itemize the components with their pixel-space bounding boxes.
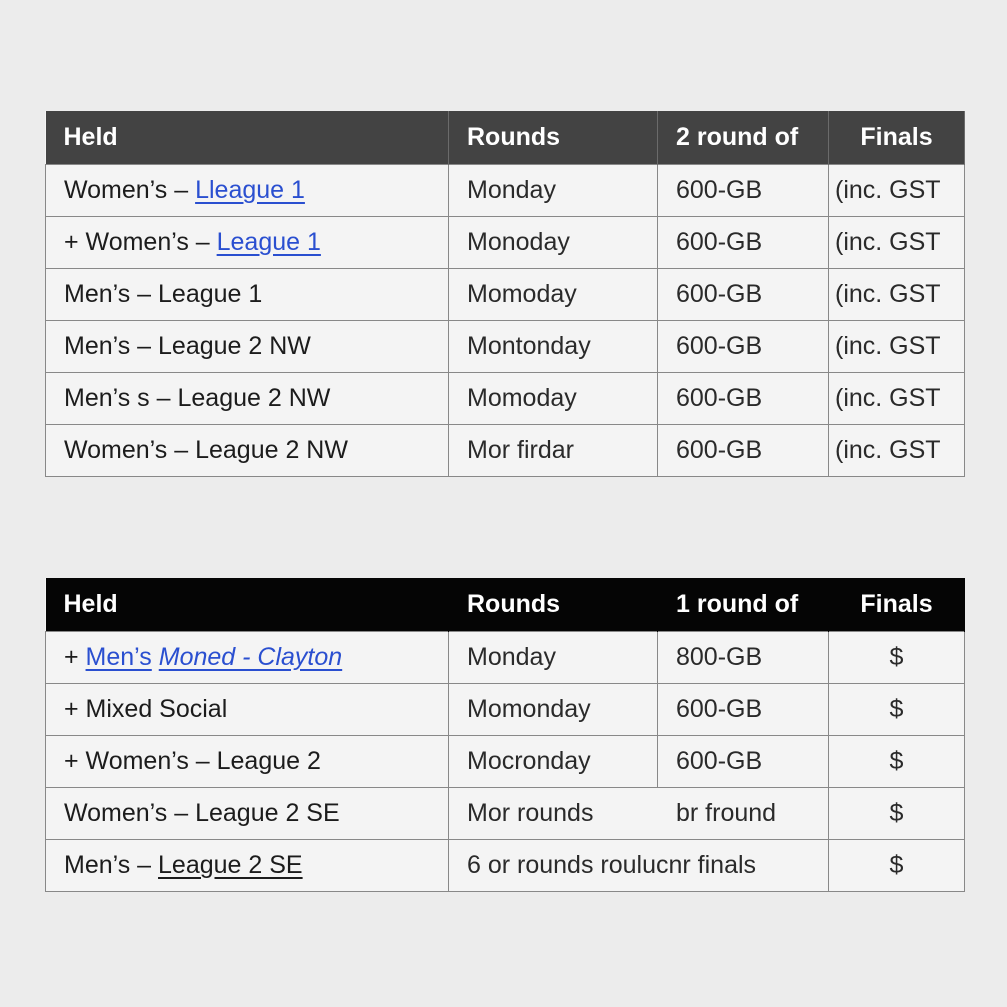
price-cell: 600-GB <box>658 165 829 217</box>
held-cell <box>46 632 449 684</box>
col-header-held: Held <box>46 578 449 632</box>
table-row <box>46 788 965 840</box>
finals-cell: (inc. GST <box>829 425 965 477</box>
table-row <box>46 321 965 373</box>
league-name: League 2 SE <box>158 851 303 879</box>
finals-cell: $ <box>829 840 965 892</box>
col-header-rounds: Rounds <box>449 111 658 165</box>
mens-link[interactable]: Men’s <box>85 643 152 671</box>
rounds-cell: Momonday <box>449 684 658 736</box>
table-row <box>46 684 965 736</box>
finals-cell: (inc. GST <box>829 373 965 425</box>
finals-cell: (inc. GST <box>829 217 965 269</box>
rounds-cell: Montonday <box>449 321 658 373</box>
price-cell: 600-GB <box>658 373 829 425</box>
col-header-round-of: 1 round of <box>658 578 829 632</box>
held-cell: Women’s – League 2 SE <box>46 788 449 840</box>
held-cell <box>46 165 449 217</box>
price-cell: 600-GB <box>658 736 829 788</box>
table-row <box>46 269 965 321</box>
finals-cell: (inc. GST <box>829 269 965 321</box>
price-cell: 600-GB <box>658 684 829 736</box>
col-header-finals: Finals <box>829 111 965 165</box>
rounds-cell: Monday <box>449 632 658 684</box>
table-row <box>46 373 965 425</box>
held-cell: Men’s – League 1 <box>46 269 449 321</box>
held-cell: + Women’s – League 2 <box>46 736 449 788</box>
col-header-rounds: Rounds <box>449 578 658 632</box>
table-row <box>46 425 965 477</box>
finals-cell: $ <box>829 788 965 840</box>
rounds-cell: 6 or rounds roulucnr finals <box>449 840 829 892</box>
rounds-cell: Mor firdar <box>449 425 658 477</box>
rounds-cell: Monday <box>449 165 658 217</box>
held-cell: Women’s – League 2 NW <box>46 425 449 477</box>
table-row <box>46 736 965 788</box>
held-text: Women’s – <box>64 176 196 204</box>
venue-link[interactable]: Moned - Clayton <box>158 643 343 671</box>
finals-cell: $ <box>829 684 965 736</box>
held-cell: Men’s – League 2 NW <box>46 321 449 373</box>
held-cell <box>46 840 449 892</box>
rounds-cell: Monoday <box>449 217 658 269</box>
schedule-table-1 <box>45 111 965 477</box>
table-header-row <box>46 111 965 165</box>
table-header-row <box>46 578 965 632</box>
held-cell: + Mixed Social <box>46 684 449 736</box>
price-cell: 600-GB <box>658 425 829 477</box>
price-cell: 800-GB <box>658 632 829 684</box>
col-header-held: Held <box>46 111 449 165</box>
finals-cell: $ <box>829 736 965 788</box>
table-row <box>46 165 965 217</box>
price-cell: 600-GB <box>658 269 829 321</box>
held-text: + Women’s – <box>64 228 217 256</box>
league-link[interactable]: Lleague 1 <box>195 176 305 204</box>
price-cell: br fround <box>658 788 829 840</box>
held-text: Men’s – <box>64 851 159 879</box>
finals-cell: (inc. GST <box>829 321 965 373</box>
schedule-table-2 <box>45 578 965 892</box>
finals-cell: $ <box>829 632 965 684</box>
price-cell: 600-GB <box>658 217 829 269</box>
price-cell: 600-GB <box>658 321 829 373</box>
held-cell: Men’s s – League 2 NW <box>46 373 449 425</box>
table-row <box>46 632 965 684</box>
held-cell <box>46 217 449 269</box>
col-header-finals: Finals <box>829 578 965 632</box>
table-row <box>46 217 965 269</box>
plus-marker: + <box>64 643 86 671</box>
table-row <box>46 840 965 892</box>
finals-cell: (inc. GST <box>829 165 965 217</box>
rounds-cell: Momoday <box>449 373 658 425</box>
rounds-cell: Momoday <box>449 269 658 321</box>
league-link[interactable]: League 1 <box>216 228 321 256</box>
rounds-cell: Mocronday <box>449 736 658 788</box>
col-header-round-of: 2 round of <box>658 111 829 165</box>
rounds-cell: Mor rounds <box>449 788 658 840</box>
